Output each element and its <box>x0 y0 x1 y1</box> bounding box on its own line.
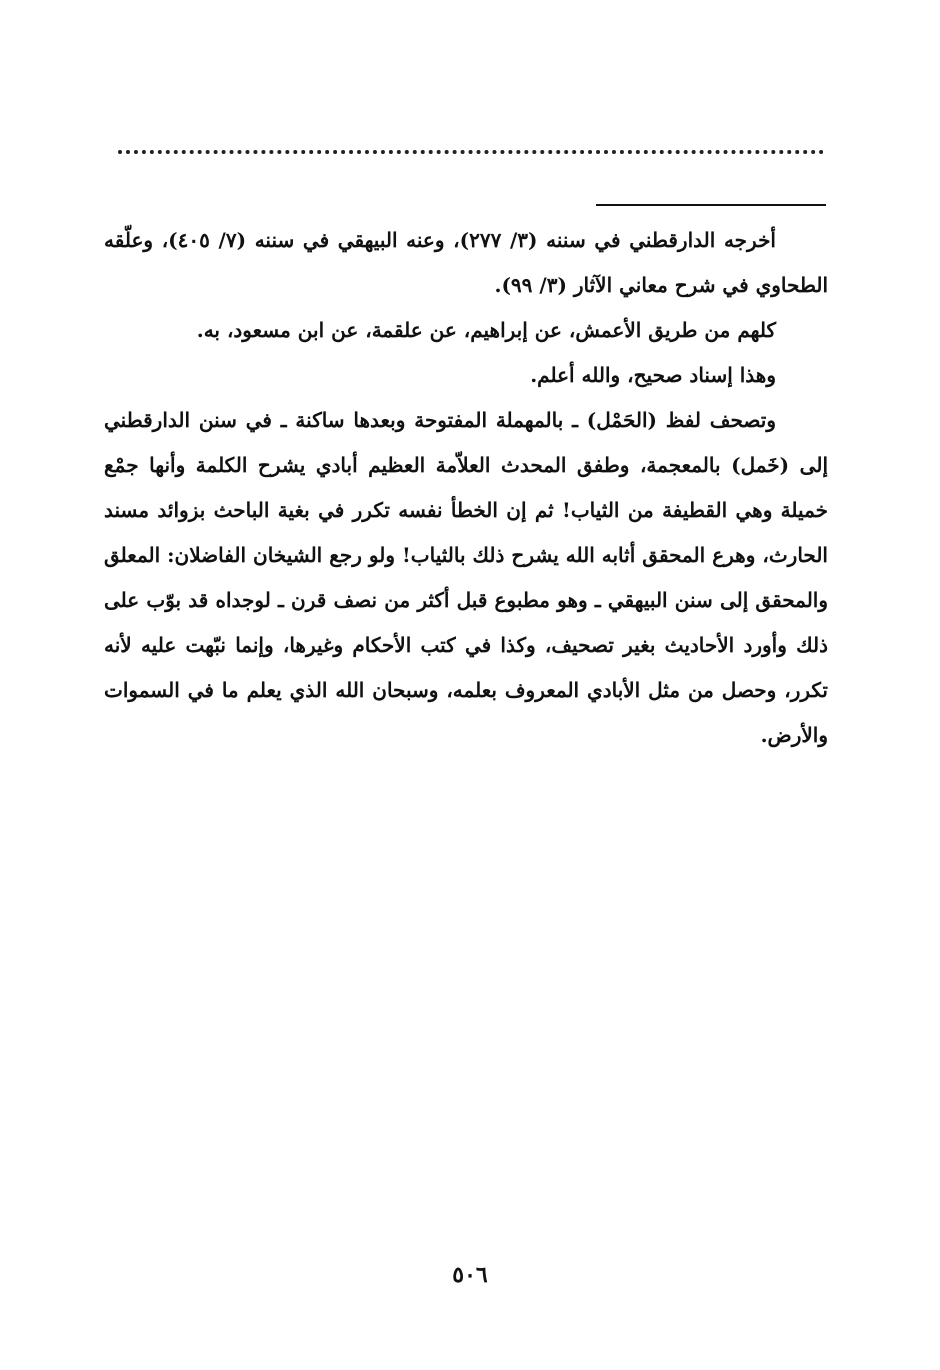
dotted-separator <box>118 150 824 154</box>
footnote-paragraph-correction: وتصحف لفظ (الحَمْل) ـ بالمهملة المفتوحة وبعدها ساكنة ـ في سنن الدارقطني إلى (خَمل) بالمعجمة، وطفق المحدث العلاّمة العظيم أبادي يشرح الكلمة وأنها جمْع خميلة وهي القطيفة من الثياب! ثم إن الخطأ نفسه تكرر في بغية الباحث بزوائد مسند الحارث، وهرع المحقق أثابه الله يشرح ذلك بالثياب! ولو رجع الشيخان الفاضلان: المعلق والمحقق إلى سنن البيهقي ـ وهو مطبوع قبل أكثر من نصف قرن ـ لوجداه قد بوّب على ذلك وأورد الأحاديث بغير تصحيف، وكذا في كتب الأحكام وغيرها، وإنما نبّهت عليه لأنه تكرر، وحصل من مثل الأبادي المعروف بعلمه، وسبحان الله الذي يعلم ما في السموات والأرض. <box>104 408 828 747</box>
footnote-rule <box>596 204 826 206</box>
footnote-block <box>104 218 828 758</box>
footnote-paragraph-takhrij: أخرجه الدارقطني في سننه (٣/ ٢٧٧)، وعنه البيهقي في سننه (٧/ ٤٠٥)، وعلّقه الطحاوي في شرح معاني الآثار (٣/ ٩٩). <box>104 228 828 297</box>
footnote-paragraph-chain: كلهم من طريق الأعمش، عن إبراهيم، عن علقمة، عن ابن مسعود، به. <box>196 318 776 342</box>
footnote-paragraph-grading: وهذا إسناد صحيح، والله أعلم. <box>530 363 776 387</box>
page-number: ٥٠٦ <box>452 1262 488 1288</box>
